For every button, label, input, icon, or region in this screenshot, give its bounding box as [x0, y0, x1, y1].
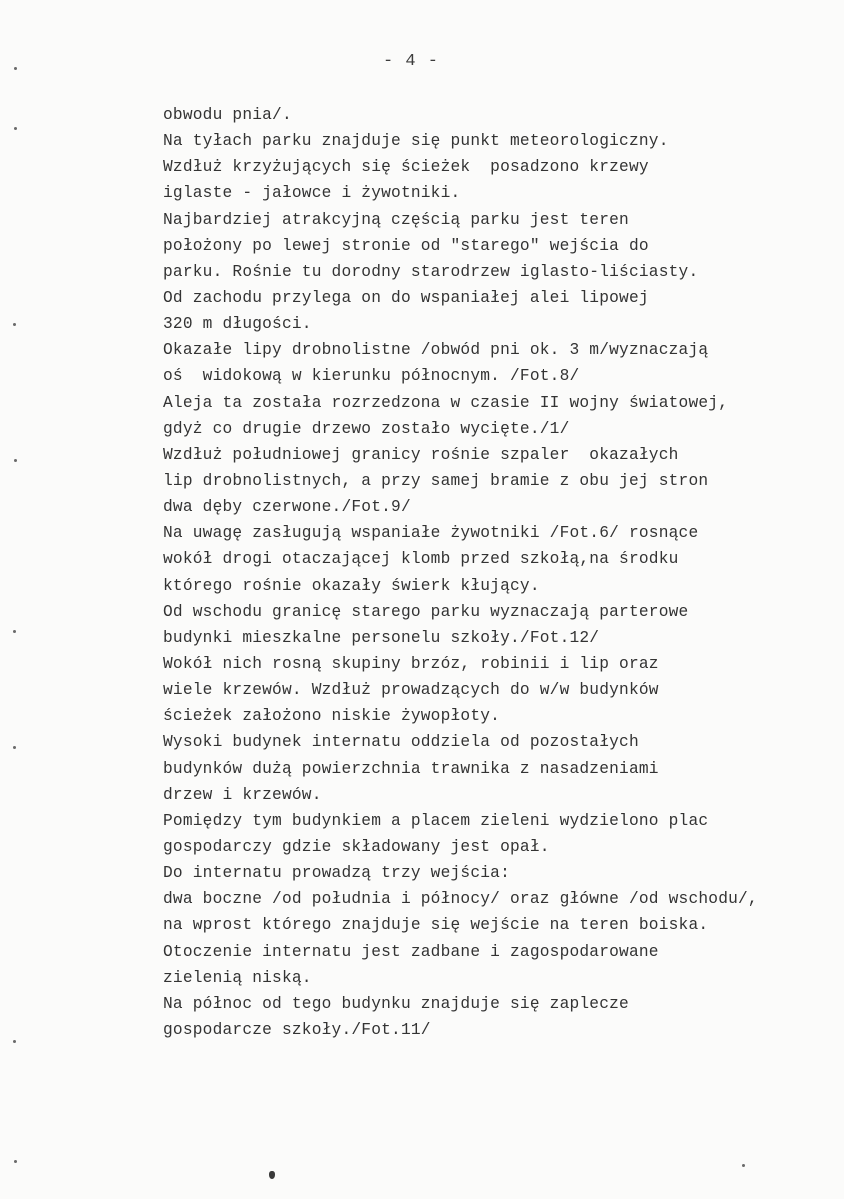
text-line: Wysoki budynek internatu oddziela od pozostałych [163, 733, 639, 752]
text-line: dwa dęby czerwone./Fot.9/ [163, 498, 411, 517]
text-line: Wokół nich rosną skupiny brzóz, robinii i lip oraz [163, 654, 659, 673]
text-line: Na północ od tego budynku znajduje się zaplecze [163, 994, 629, 1013]
text-line: Pomiędzy tym budynkiem a placem zieleni wydzielono plac [163, 811, 709, 830]
text-line: Najbardziej atrakcyjną częścią parku jest teren [163, 210, 629, 229]
text-line: Otoczenie internatu jest zadbane i zagospodarowane [163, 942, 659, 961]
text-line: położony po lewej stronie od "starego" wejścia do [163, 236, 649, 255]
scan-speck [14, 127, 17, 130]
text-line: iglaste - jałowce i żywotniki. [163, 184, 461, 203]
text-line: Wzdłuż południowej granicy rośnie szpaler okazałych [163, 445, 679, 464]
text-line: budynki mieszkalne personelu szkoły./Fot.12/ [163, 628, 600, 647]
text-line: gospodarcze szkoły./Fot.11/ [163, 1020, 431, 1039]
text-line: którego rośnie okazały świerk kłujący. [163, 576, 540, 595]
text-line: ścieżek założono niskie żywopłoty. [163, 707, 501, 726]
text-line: wokół drogi otaczającej klomb przed szkołą,na środku [163, 550, 679, 569]
scan-speck [14, 459, 17, 462]
text-line: dwa boczne /od południa i północy/ oraz główne /od wschodu/, [163, 890, 758, 909]
text-line: Na uwagę zasługują wspaniałe żywotniki /Fot.6/ rosnące [163, 524, 699, 543]
text-line: zielenią niską. [163, 968, 312, 987]
scan-speck [13, 630, 16, 633]
text-line: Wzdłuż krzyżujących się ścieżek posadzono krzewy [163, 158, 649, 177]
text-line: Od zachodu przylega on do wspaniałej alei lipowej [163, 288, 649, 307]
text-line: gospodarczy gdzie składowany jest opał. [163, 837, 550, 856]
text-line: wiele krzewów. Wzdłuż prowadzących do w/w budynków [163, 681, 659, 700]
text-line: oś widokową w kierunku północnym. /Fot.8/ [163, 367, 580, 386]
text-line: obwodu pnia/. [163, 106, 292, 124]
scan-speck [13, 1040, 16, 1043]
ink-smudge [269, 1171, 275, 1179]
scan-speck [14, 1160, 17, 1163]
text-line: Okazałe lipy drobnolistne /obwód pni ok. 3 m/wyznaczają [163, 341, 709, 360]
scan-speck [13, 323, 16, 326]
text-line: parku. Rośnie tu dorodny starodrzew iglasto-liściasty. [163, 262, 699, 281]
body-text [163, 102, 833, 1043]
scan-speck [742, 1164, 745, 1167]
text-line: Od wschodu granicę starego parku wyznaczają parterowe [163, 602, 689, 621]
text-line: Na tyłach parku znajduje się punkt meteorologiczny. [163, 132, 669, 151]
text-line: drzew i krzewów. [163, 785, 322, 804]
scan-speck [13, 746, 16, 749]
text-line: Do internatu prowadzą trzy wejścia: [163, 864, 510, 883]
text-line: budynków dużą powierzchnia trawnika z nasadzeniami [163, 759, 659, 778]
text-line: 320 m długości. [163, 315, 312, 334]
text-line: Aleja ta została rozrzedzona w czasie II wojny światowej, [163, 393, 729, 412]
scan-speck [14, 67, 17, 70]
text-line: gdyż co drugie drzewo zostało wycięte./1/ [163, 419, 570, 438]
text-line: lip drobnolistnych, a przy samej bramie z obu jej stron [163, 471, 709, 490]
page-number: - 4 - [383, 52, 440, 71]
text-line: na wprost którego znajduje się wejście na teren boiska. [163, 916, 709, 935]
